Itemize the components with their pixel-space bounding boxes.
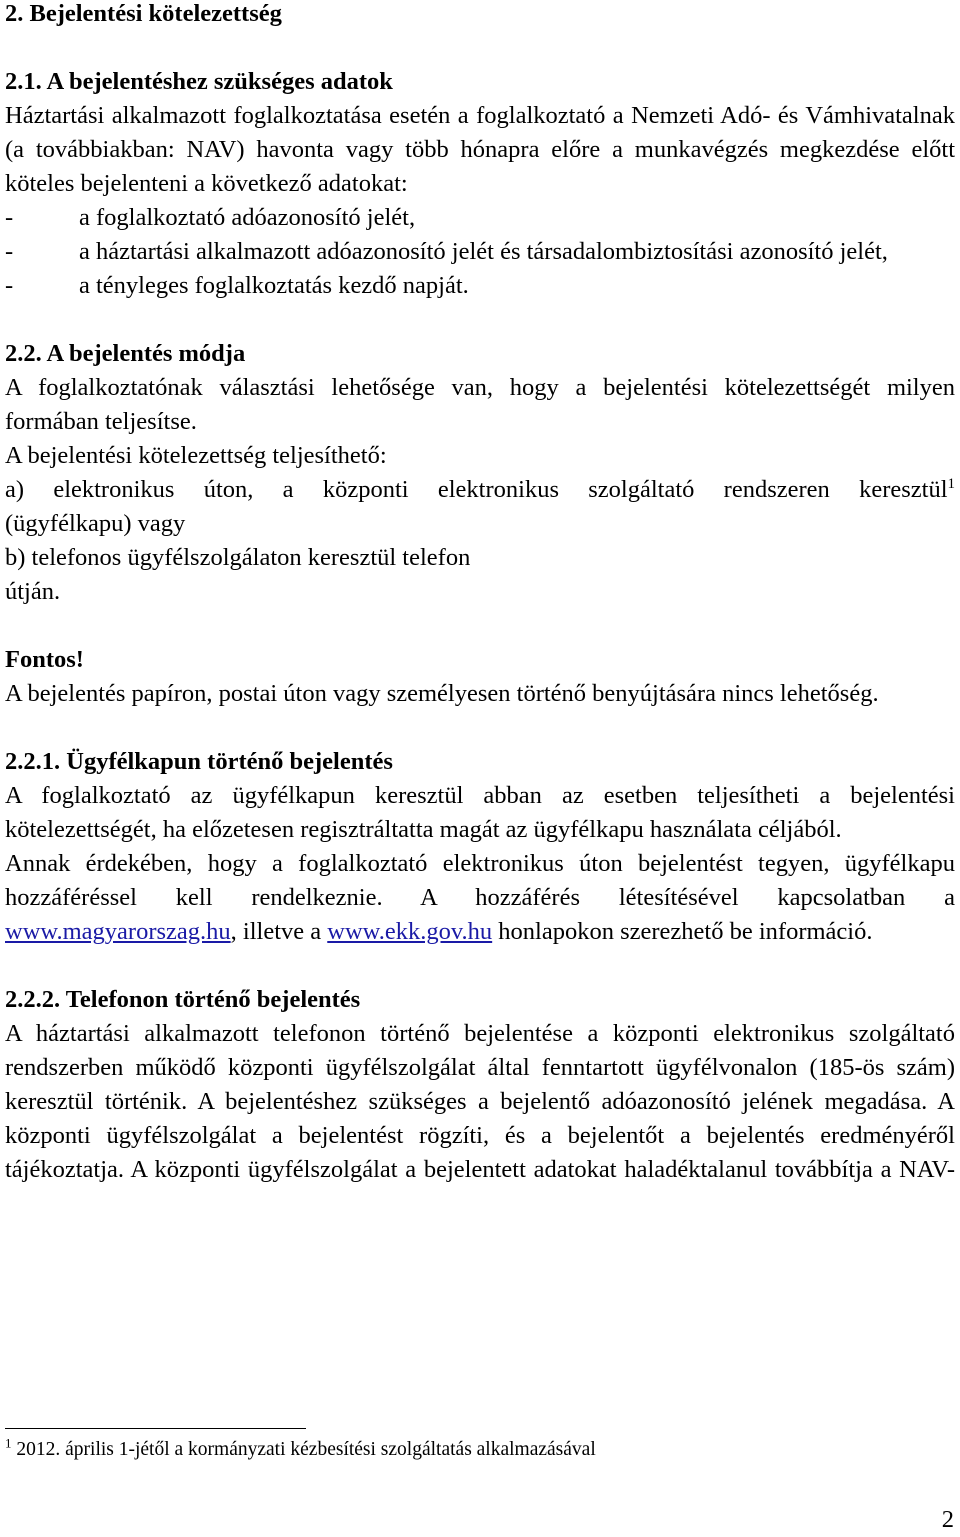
list-item-text: a háztartási alkalmazott adóazonosító jelét és társadalombiztosítási azonosító jelét, bbox=[79, 238, 888, 265]
footnote-separator bbox=[5, 1428, 306, 1429]
section-2-2-heading: 2.2. A bejelentés módja bbox=[5, 340, 246, 367]
list-item bbox=[5, 269, 955, 303]
section-2-2-2-paragraph: A háztartási alkalmazott telefonon történő bejelentése a központi elektronikus szolgáltató rendszerben működő központi ügyfélszolgálat által fenntartott ügyfélvonalon (185-ös szám) keresztül történik. A bejelentéshez szükséges a bejelentő adóazonosító jelének megadása. A központi ügyfélszolgálat a bejelentést rögzíti, és a bejelentőt a bejelentés eredményéről tájékoztatja. A központi ügyfélszolgálat a bejelentett adatokat haladéktalanul továbbítja a NAV- bbox=[5, 1020, 955, 1183]
page-number: 2 bbox=[941, 1506, 954, 1533]
section-2-2-1-paragraph-2 bbox=[5, 847, 955, 949]
spacer bbox=[5, 711, 955, 745]
spacer bbox=[5, 949, 955, 983]
spacer bbox=[5, 303, 955, 337]
option-a-line bbox=[5, 473, 955, 507]
document-page bbox=[5, 0, 955, 1187]
spacer bbox=[5, 609, 955, 643]
paragraph-text: honlapokon szerezhető be információ. bbox=[492, 918, 873, 945]
footnote-mark: 1 bbox=[5, 1435, 12, 1451]
section-2-1-heading: 2.1. A bejelentéshez szükséges adatok bbox=[5, 68, 393, 95]
section-2-2-1-heading: 2.2.1. Ügyfélkapun történő bejelentés bbox=[5, 748, 393, 775]
section-2-2-2-heading: 2.2.2. Telefonon történő bejelentés bbox=[5, 986, 361, 1013]
section-2-2-1-paragraph-1: A foglalkoztató az ügyfélkapun keresztül abban az esetben teljesítheti a bejelentési kötelezettségét, ha előzetesen regisztráltatta magát az ügyfélkapu használata céljából. bbox=[5, 782, 955, 843]
magyarorszag-link[interactable]: www.magyarorszag.hu bbox=[5, 918, 231, 945]
list-item bbox=[5, 201, 955, 235]
list-dash: - bbox=[5, 272, 14, 299]
list-item bbox=[5, 235, 955, 269]
list-item-text: a tényleges foglalkoztatás kezdő napját. bbox=[79, 272, 469, 299]
footnote-text: 2012. április 1-jétől a kormányzati kézbesítési szolgáltatás alkalmazásával bbox=[11, 1439, 596, 1460]
footnote-reference[interactable]: 1 bbox=[947, 475, 955, 492]
option-a-text: a) elektronikus úton, a központi elektronikus szolgáltató rendszeren keresztül bbox=[5, 476, 948, 503]
ekk-gov-link[interactable]: www.ekk.gov.hu bbox=[327, 918, 493, 945]
section-2-1-intro: Háztartási alkalmazott foglalkoztatása esetén a foglalkoztató a Nemzeti Adó- és Vámhivatalnak (a továbbiakban: NAV) havonta vagy több hónapra előre a munkavégzés megkezdése előtt köteles bejelenteni a következő adatokat: bbox=[5, 102, 955, 197]
section-2-2-paragraph: A foglalkoztatónak választási lehetősége van, hogy a bejelentési kötelezettségét milyen formában teljesítse. bbox=[5, 374, 955, 435]
paragraph-text: Annak érdekében, hogy a foglalkoztató elektronikus úton bejelentést tegyen, ügyfélkapu hozzáféréssel kell rendelkeznie. A hozzáférés létesítésével kapcsolatban a bbox=[5, 850, 955, 911]
footnote bbox=[5, 1437, 596, 1463]
section-2-2-options-intro: A bejelentési kötelezettség teljesíthető: bbox=[5, 442, 387, 469]
option-b-line: b) telefonos ügyfélszolgálaton keresztül telefon bbox=[5, 544, 471, 571]
important-text: A bejelentés papíron, postai úton vagy személyesen történő benyújtására nincs lehetőség. bbox=[5, 680, 879, 707]
spacer bbox=[5, 31, 955, 65]
important-title: Fontos! bbox=[5, 646, 84, 673]
paragraph-text: , illetve a bbox=[230, 918, 328, 945]
list-dash: - bbox=[5, 204, 14, 231]
option-a-line-2: (ügyfélkapu) vagy bbox=[5, 510, 186, 537]
option-b-line-2: útján. bbox=[5, 578, 61, 605]
list-dash: - bbox=[5, 238, 14, 265]
section-2-heading: 2. Bejelentési kötelezettség bbox=[5, 0, 282, 27]
list-item-text: a foglalkoztató adóazonosító jelét, bbox=[79, 204, 416, 231]
